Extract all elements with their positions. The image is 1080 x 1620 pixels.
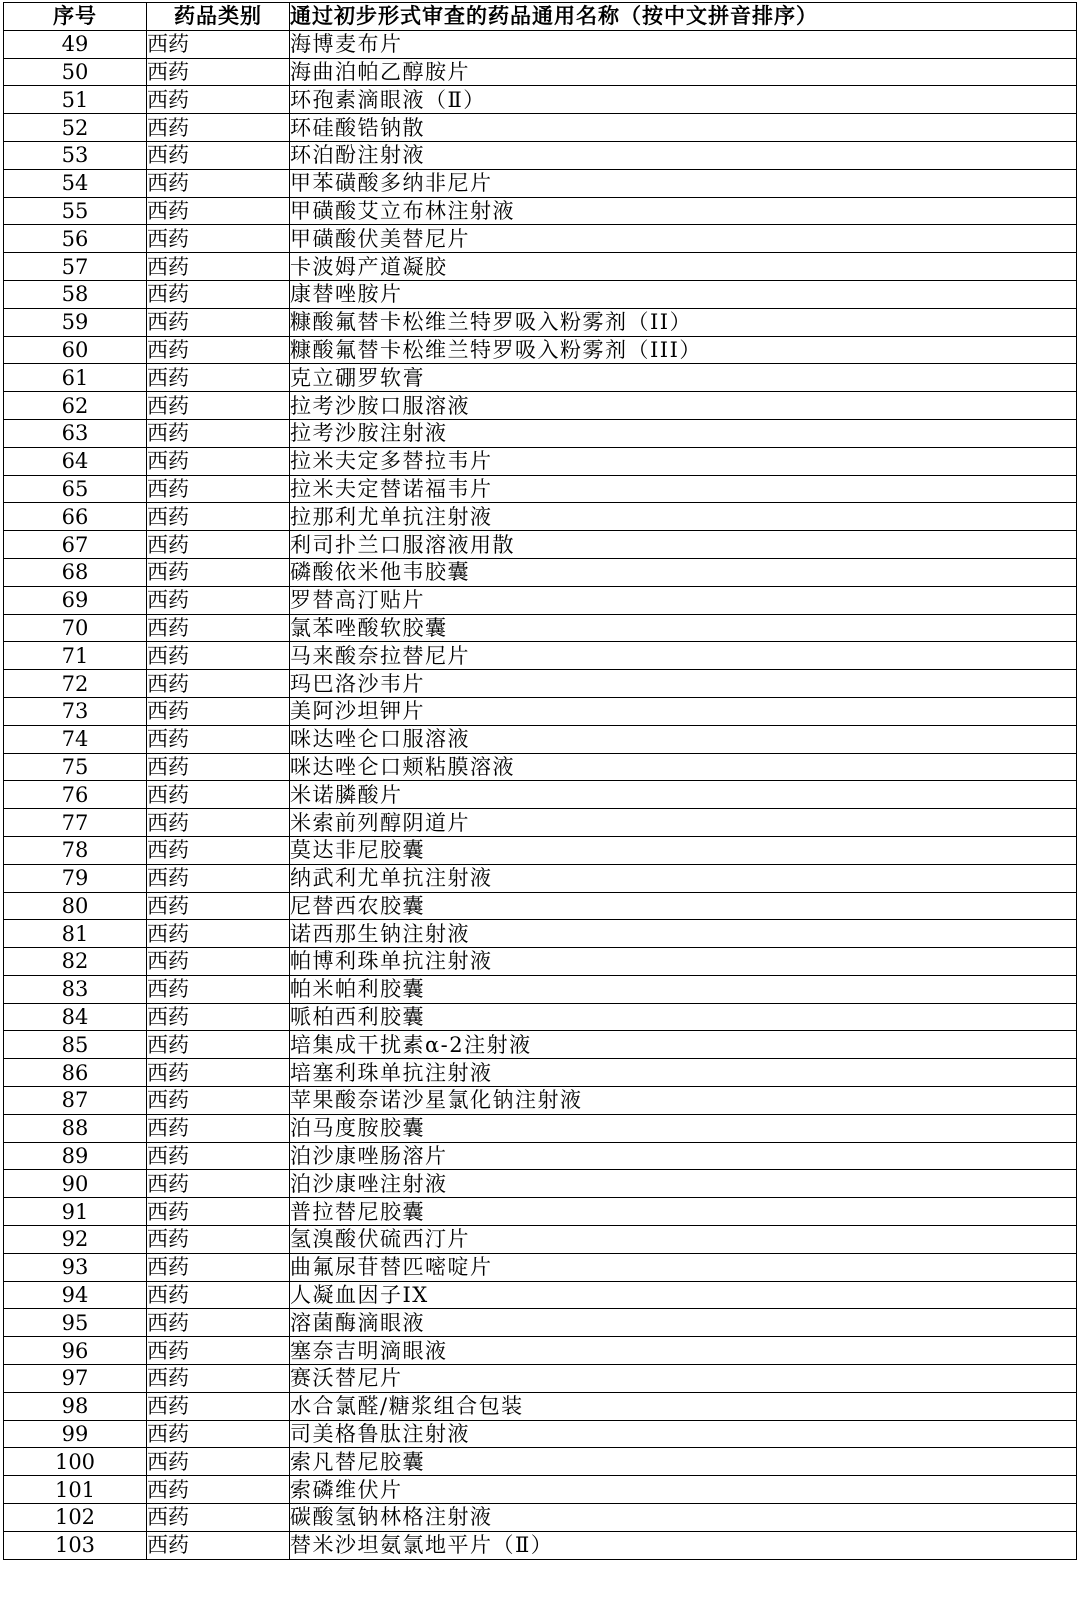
table-row [4, 336, 1077, 364]
table-row [4, 1337, 1077, 1365]
drug-name-cell: 诺西那生钠注射液 [290, 920, 1077, 948]
drug-category-cell: 西药 [147, 1281, 290, 1309]
drug-category-cell: 西药 [147, 753, 290, 781]
drug-category-cell: 西药 [147, 864, 290, 892]
serial-number-cell: 58 [4, 280, 147, 308]
table-row [4, 781, 1077, 809]
drug-category-cell: 西药 [147, 1420, 290, 1448]
serial-number-cell: 51 [4, 86, 147, 114]
serial-number-cell: 89 [4, 1142, 147, 1170]
drug-category-cell: 西药 [147, 392, 290, 420]
drug-name-cell: 索凡替尼胶囊 [290, 1448, 1077, 1476]
serial-number-cell: 99 [4, 1420, 147, 1448]
drug-category-cell: 西药 [147, 558, 290, 586]
drug-category-cell: 西药 [147, 809, 290, 837]
drug-name-cell: 帕博利珠单抗注射液 [290, 948, 1077, 976]
table-row [4, 1031, 1077, 1059]
serial-number-cell: 102 [4, 1504, 147, 1532]
drug-name-cell: 纳武利尤单抗注射液 [290, 864, 1077, 892]
drug-name-cell: 拉那利尤单抗注射液 [290, 503, 1077, 531]
serial-number-cell: 67 [4, 531, 147, 559]
drug-name-cell: 泊沙康唑肠溶片 [290, 1142, 1077, 1170]
drug-name-cell: 培塞利珠单抗注射液 [290, 1059, 1077, 1087]
serial-number-cell: 91 [4, 1198, 147, 1226]
serial-number-cell: 71 [4, 642, 147, 670]
table-header-row [4, 3, 1077, 31]
serial-number-cell: 66 [4, 503, 147, 531]
serial-number-cell: 75 [4, 753, 147, 781]
drug-name-cell: 氯苯唑酸软胶囊 [290, 614, 1077, 642]
serial-number-cell: 85 [4, 1031, 147, 1059]
drug-name-cell: 糠酸氟替卡松维兰特罗吸入粉雾剂（III） [290, 336, 1077, 364]
table-row [4, 364, 1077, 392]
table-row [4, 1114, 1077, 1142]
drug-category-cell: 西药 [147, 1476, 290, 1504]
drug-name-cell: 美阿沙坦钾片 [290, 697, 1077, 725]
drug-category-cell: 西药 [147, 253, 290, 281]
drug-name-cell: 泊马度胺胶囊 [290, 1114, 1077, 1142]
drug-name-cell: 人凝血因子IX [290, 1281, 1077, 1309]
serial-number-cell: 97 [4, 1365, 147, 1393]
table-row [4, 975, 1077, 1003]
serial-number-cell: 87 [4, 1087, 147, 1115]
drug-name-cell: 莫达非尼胶囊 [290, 836, 1077, 864]
serial-number-cell: 103 [4, 1531, 147, 1559]
table-row [4, 1420, 1077, 1448]
drug-category-cell: 西药 [147, 475, 290, 503]
table-row [4, 86, 1077, 114]
drug-name-cell: 卡波姆产道凝胶 [290, 253, 1077, 281]
table-row [4, 447, 1077, 475]
drug-category-cell: 西药 [147, 1448, 290, 1476]
serial-number-cell: 82 [4, 948, 147, 976]
serial-number-cell: 61 [4, 364, 147, 392]
drug-category-cell: 西药 [147, 1531, 290, 1559]
drug-name-cell: 米索前列醇阴道片 [290, 809, 1077, 837]
drug-name-cell: 甲磺酸艾立布林注射液 [290, 197, 1077, 225]
table-row [4, 864, 1077, 892]
serial-number-cell: 65 [4, 475, 147, 503]
drug-category-cell: 西药 [147, 614, 290, 642]
drug-name-cell: 拉考沙胺口服溶液 [290, 392, 1077, 420]
table-row [4, 1170, 1077, 1198]
drug-category-cell: 西药 [147, 169, 290, 197]
serial-number-cell: 53 [4, 141, 147, 169]
drug-name-cell: 海曲泊帕乙醇胺片 [290, 58, 1077, 86]
drug-category-cell: 西药 [147, 1309, 290, 1337]
serial-number-cell: 50 [4, 58, 147, 86]
drug-name-cell: 环硅酸锆钠散 [290, 114, 1077, 142]
table-row [4, 1309, 1077, 1337]
serial-number-cell: 52 [4, 114, 147, 142]
table-row [4, 308, 1077, 336]
drug-name-cell: 米诺膦酸片 [290, 781, 1077, 809]
serial-number-cell: 69 [4, 586, 147, 614]
table-row [4, 670, 1077, 698]
serial-number-cell: 49 [4, 30, 147, 58]
table-row [4, 253, 1077, 281]
drug-name-cell: 拉考沙胺注射液 [290, 419, 1077, 447]
serial-number-cell: 74 [4, 725, 147, 753]
drug-category-cell: 西药 [147, 1142, 290, 1170]
serial-number-cell: 88 [4, 1114, 147, 1142]
serial-number-cell: 79 [4, 864, 147, 892]
serial-number-cell: 86 [4, 1059, 147, 1087]
drug-category-cell: 西药 [147, 114, 290, 142]
serial-number-cell: 100 [4, 1448, 147, 1476]
table-row [4, 1281, 1077, 1309]
drug-category-cell: 西药 [147, 531, 290, 559]
header-drug-category: 药品类别 [147, 3, 290, 31]
drug-name-cell: 拉米夫定多替拉韦片 [290, 447, 1077, 475]
serial-number-cell: 93 [4, 1253, 147, 1281]
table-row [4, 892, 1077, 920]
table-row [4, 1448, 1077, 1476]
drug-name-cell: 咪达唑仑口颊粘膜溶液 [290, 753, 1077, 781]
drug-name-cell: 塞奈吉明滴眼液 [290, 1337, 1077, 1365]
table-row [4, 1142, 1077, 1170]
table-row [4, 614, 1077, 642]
serial-number-cell: 77 [4, 809, 147, 837]
table-row [4, 280, 1077, 308]
table-row [4, 419, 1077, 447]
drug-category-cell: 西药 [147, 725, 290, 753]
drug-name-cell: 尼替西农胶囊 [290, 892, 1077, 920]
drug-name-cell: 水合氯醛/糖浆组合包装 [290, 1392, 1077, 1420]
drug-name-cell: 马来酸奈拉替尼片 [290, 642, 1077, 670]
drug-name-cell: 苹果酸奈诺沙星氯化钠注射液 [290, 1087, 1077, 1115]
drug-name-cell: 哌柏西利胶囊 [290, 1003, 1077, 1031]
table-row [4, 1365, 1077, 1393]
drug-category-cell: 西药 [147, 1365, 290, 1393]
drug-name-cell: 溶菌酶滴眼液 [290, 1309, 1077, 1337]
drug-name-cell: 罗替高汀贴片 [290, 586, 1077, 614]
drug-category-cell: 西药 [147, 920, 290, 948]
drug-name-cell: 替米沙坦氨氯地平片（Ⅱ） [290, 1531, 1077, 1559]
drug-category-cell: 西药 [147, 781, 290, 809]
table-row [4, 1476, 1077, 1504]
drug-category-cell: 西药 [147, 1392, 290, 1420]
drug-category-cell: 西药 [147, 419, 290, 447]
table-row [4, 920, 1077, 948]
drug-name-cell: 甲苯磺酸多纳非尼片 [290, 169, 1077, 197]
table-row [4, 531, 1077, 559]
drug-category-cell: 西药 [147, 948, 290, 976]
table-row [4, 1003, 1077, 1031]
header-drug-generic-name: 通过初步形式审查的药品通用名称（按中文拼音排序） [290, 3, 1077, 31]
drug-category-cell: 西药 [147, 670, 290, 698]
drug-name-cell: 赛沃替尼片 [290, 1365, 1077, 1393]
table-row [4, 58, 1077, 86]
table-row [4, 225, 1077, 253]
table-row [4, 836, 1077, 864]
drug-name-cell: 甲磺酸伏美替尼片 [290, 225, 1077, 253]
serial-number-cell: 101 [4, 1476, 147, 1504]
drug-category-cell: 西药 [147, 697, 290, 725]
serial-number-cell: 59 [4, 308, 147, 336]
header-serial-number: 序号 [4, 3, 147, 31]
drug-category-cell: 西药 [147, 1059, 290, 1087]
serial-number-cell: 84 [4, 1003, 147, 1031]
drug-category-cell: 西药 [147, 1087, 290, 1115]
drug-name-cell: 环泊酚注射液 [290, 141, 1077, 169]
serial-number-cell: 92 [4, 1226, 147, 1254]
drug-name-cell: 利司扑兰口服溶液用散 [290, 531, 1077, 559]
serial-number-cell: 83 [4, 975, 147, 1003]
drug-name-cell: 克立硼罗软膏 [290, 364, 1077, 392]
table-row [4, 114, 1077, 142]
serial-number-cell: 60 [4, 336, 147, 364]
serial-number-cell: 63 [4, 419, 147, 447]
table-row [4, 948, 1077, 976]
drug-name-cell: 糠酸氟替卡松维兰特罗吸入粉雾剂（II） [290, 308, 1077, 336]
drug-name-cell: 索磷维伏片 [290, 1476, 1077, 1504]
table-row [4, 1059, 1077, 1087]
serial-number-cell: 64 [4, 447, 147, 475]
serial-number-cell: 62 [4, 392, 147, 420]
drug-category-cell: 西药 [147, 58, 290, 86]
drug-name-cell: 磷酸依米他韦胶囊 [290, 558, 1077, 586]
drug-name-cell: 泊沙康唑注射液 [290, 1170, 1077, 1198]
drug-name-cell: 碳酸氢钠林格注射液 [290, 1504, 1077, 1532]
drug-category-cell: 西药 [147, 1504, 290, 1532]
serial-number-cell: 96 [4, 1337, 147, 1365]
drug-name-cell: 拉米夫定替诺福韦片 [290, 475, 1077, 503]
drug-category-cell: 西药 [147, 308, 290, 336]
drug-category-cell: 西药 [147, 225, 290, 253]
table-row [4, 169, 1077, 197]
drug-category-cell: 西药 [147, 86, 290, 114]
drug-category-cell: 西药 [147, 1114, 290, 1142]
drug-category-cell: 西药 [147, 586, 290, 614]
drug-category-cell: 西药 [147, 975, 290, 1003]
drug-category-cell: 西药 [147, 1337, 290, 1365]
table-row [4, 558, 1077, 586]
drug-category-cell: 西药 [147, 1003, 290, 1031]
table-row [4, 1504, 1077, 1532]
drug-list-table [3, 2, 1077, 1560]
table-body [4, 30, 1077, 1559]
table-row [4, 586, 1077, 614]
serial-number-cell: 73 [4, 697, 147, 725]
drug-category-cell: 西药 [147, 141, 290, 169]
serial-number-cell: 98 [4, 1392, 147, 1420]
drug-name-cell: 帕米帕利胶囊 [290, 975, 1077, 1003]
serial-number-cell: 72 [4, 670, 147, 698]
serial-number-cell: 90 [4, 1170, 147, 1198]
drug-category-cell: 西药 [147, 642, 290, 670]
table-row [4, 1198, 1077, 1226]
table-row [4, 697, 1077, 725]
table-row [4, 503, 1077, 531]
table-row [4, 1392, 1077, 1420]
drug-category-cell: 西药 [147, 197, 290, 225]
drug-name-cell: 普拉替尼胶囊 [290, 1198, 1077, 1226]
drug-name-cell: 玛巴洛沙韦片 [290, 670, 1077, 698]
serial-number-cell: 70 [4, 614, 147, 642]
serial-number-cell: 80 [4, 892, 147, 920]
table-row [4, 809, 1077, 837]
serial-number-cell: 68 [4, 558, 147, 586]
drug-name-cell: 咪达唑仑口服溶液 [290, 725, 1077, 753]
serial-number-cell: 78 [4, 836, 147, 864]
drug-category-cell: 西药 [147, 503, 290, 531]
drug-category-cell: 西药 [147, 30, 290, 58]
drug-category-cell: 西药 [147, 1226, 290, 1254]
serial-number-cell: 95 [4, 1309, 147, 1337]
drug-name-cell: 康替唑胺片 [290, 280, 1077, 308]
drug-category-cell: 西药 [147, 1170, 290, 1198]
serial-number-cell: 76 [4, 781, 147, 809]
drug-category-cell: 西药 [147, 1031, 290, 1059]
drug-name-cell: 曲氟尿苷替匹嘧啶片 [290, 1253, 1077, 1281]
table-row [4, 753, 1077, 781]
drug-category-cell: 西药 [147, 892, 290, 920]
drug-category-cell: 西药 [147, 364, 290, 392]
drug-name-cell: 培集成干扰素α-2注射液 [290, 1031, 1077, 1059]
table-row [4, 1087, 1077, 1115]
serial-number-cell: 81 [4, 920, 147, 948]
drug-name-cell: 司美格鲁肽注射液 [290, 1420, 1077, 1448]
drug-category-cell: 西药 [147, 280, 290, 308]
table-row [4, 725, 1077, 753]
table-row [4, 1226, 1077, 1254]
drug-category-cell: 西药 [147, 1198, 290, 1226]
drug-name-cell: 环孢素滴眼液（Ⅱ） [290, 86, 1077, 114]
serial-number-cell: 94 [4, 1281, 147, 1309]
drug-category-cell: 西药 [147, 336, 290, 364]
serial-number-cell: 57 [4, 253, 147, 281]
table-row [4, 197, 1077, 225]
serial-number-cell: 54 [4, 169, 147, 197]
serial-number-cell: 55 [4, 197, 147, 225]
drug-name-cell: 氢溴酸伏硫西汀片 [290, 1226, 1077, 1254]
table-row [4, 475, 1077, 503]
drug-category-cell: 西药 [147, 836, 290, 864]
table-row [4, 30, 1077, 58]
table-row [4, 392, 1077, 420]
table-row [4, 1531, 1077, 1559]
table-row [4, 1253, 1077, 1281]
drug-category-cell: 西药 [147, 447, 290, 475]
drug-name-cell: 海博麦布片 [290, 30, 1077, 58]
drug-category-cell: 西药 [147, 1253, 290, 1281]
serial-number-cell: 56 [4, 225, 147, 253]
table-row [4, 141, 1077, 169]
table-row [4, 642, 1077, 670]
